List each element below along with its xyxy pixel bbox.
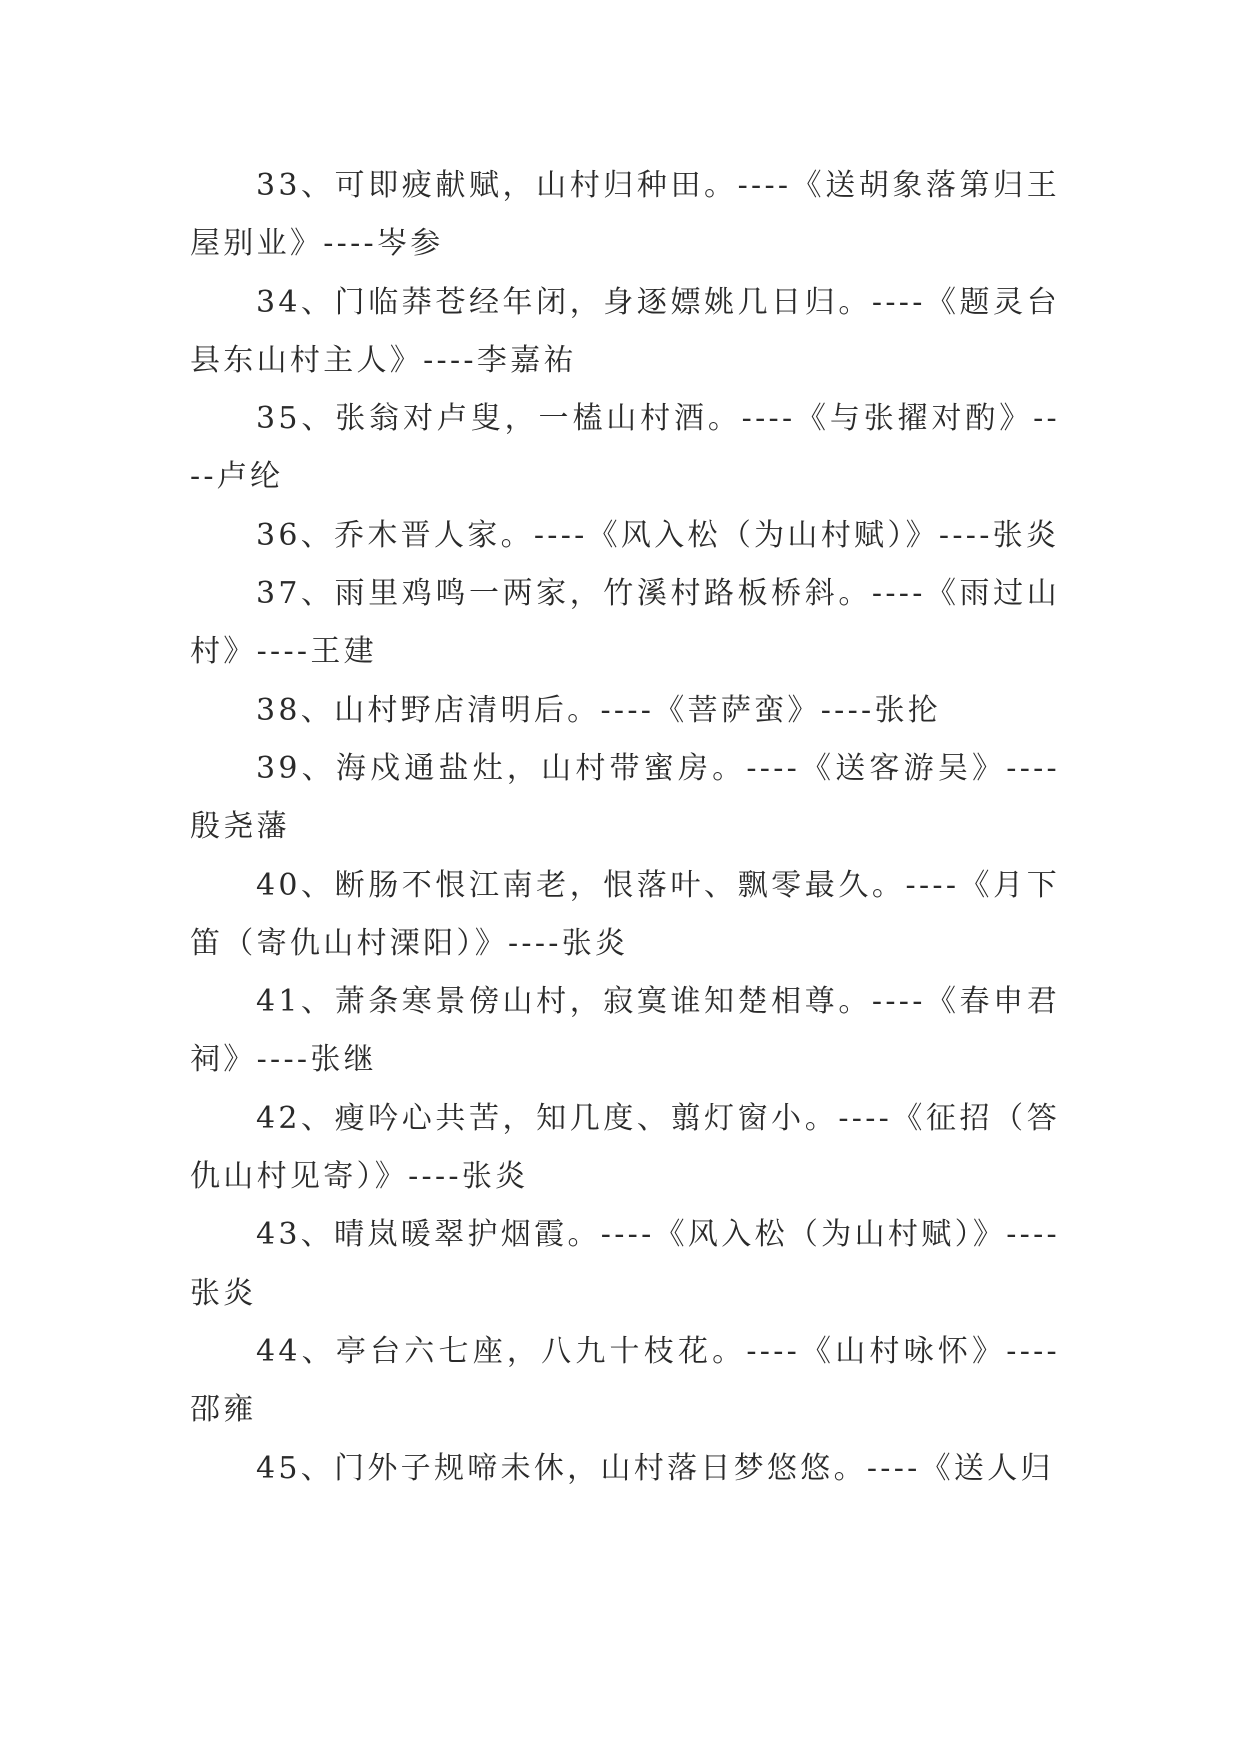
list-item: 40、断肠不恨江南老，恨落叶、飘零最久。----《月下笛（寄仇山村溧阳）》----张炎	[190, 867, 1060, 961]
poem-quote-list	[190, 157, 1060, 1498]
list-item: 44、亭台六七座，八九十枝花。----《山村咏怀》----邵雍	[190, 1333, 1060, 1428]
list-item: 34、门临莽苍经年闭，身逐嫖姚几日归。----《题灵台县东山村主人》----李嘉祐	[190, 284, 1060, 378]
list-item: 43、晴岚暖翠护烟霞。----《风入松（为山村赋）》----张炎	[190, 1217, 1060, 1311]
list-item: 35、张翁对卢叟，一榼山村酒。----《与张擢对酌》----卢纶	[190, 401, 1060, 495]
list-item: 41、萧条寒景傍山村，寂寞谁知楚相尊。----《春申君祠》----张继	[190, 984, 1060, 1078]
list-item: 39、海戍通盐灶，山村带蜜房。----《送客游吴》----殷尧藩	[190, 750, 1060, 845]
list-item: 42、瘦吟心共苦，知几度、翦灯窗小。----《征招（答仇山村见寄）》----张炎	[190, 1100, 1060, 1195]
list-item: 37、雨里鸡鸣一两家，竹溪村路板桥斜。----《雨过山村》----王建	[190, 576, 1060, 670]
list-item: 36、乔木晋人家。----《风入松（为山村赋）》----张炎	[256, 517, 1060, 553]
list-item: 33、可即疲献赋，山村归种田。----《送胡象落第归王屋别业》----岑参	[190, 168, 1060, 262]
list-item: 38、山村野店清明后。----《菩萨蛮》----张抡	[256, 692, 942, 728]
list-item: 45、门外子规啼未休，山村落日梦悠悠。----《送人归	[256, 1450, 1054, 1486]
